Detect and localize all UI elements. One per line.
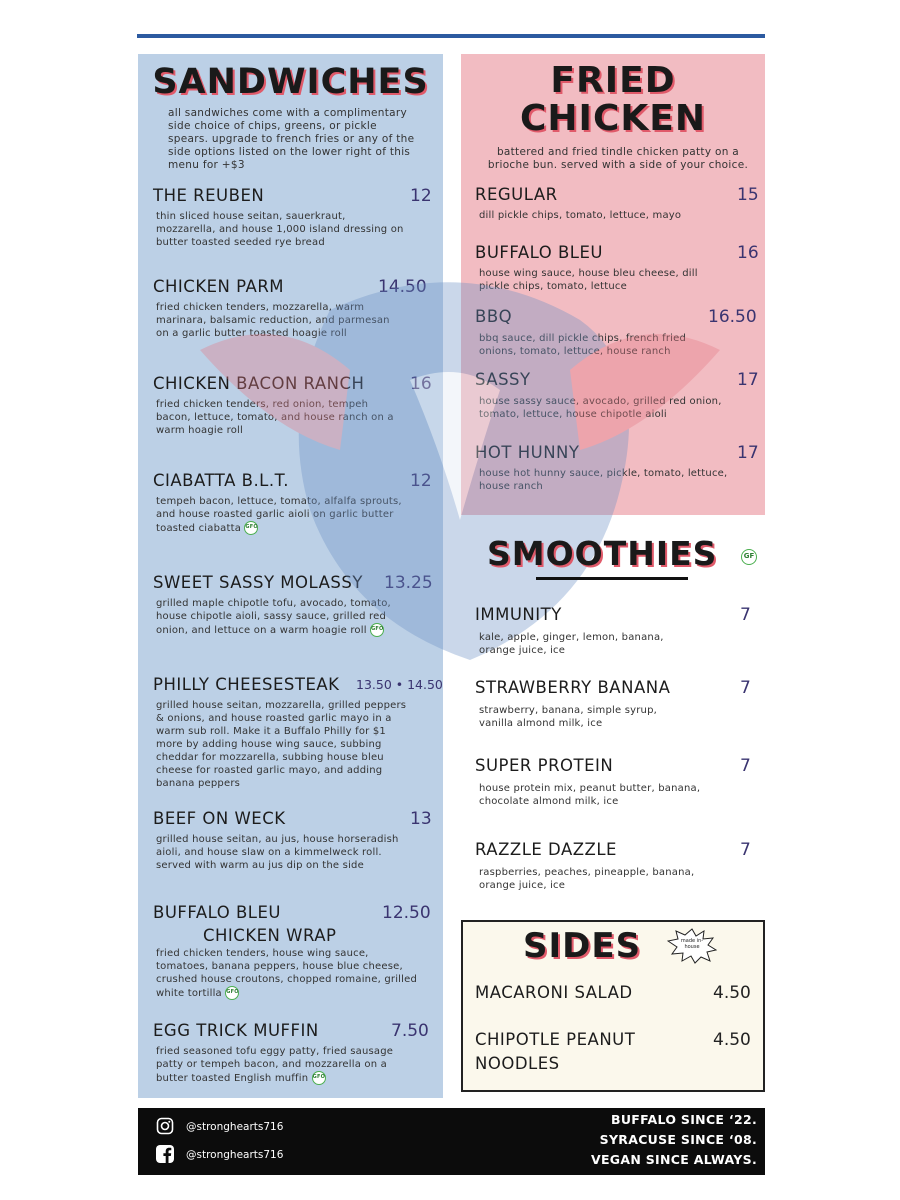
item-price: 13.25 [384, 573, 433, 593]
item-price: 17 [737, 443, 759, 463]
item-name: PHILLY CHEESESTEAK [153, 675, 340, 694]
item-desc: strawberry, banana, simple syrup, vanilla almond milk, ice [479, 705, 658, 729]
item-price: 7 [740, 605, 751, 625]
item-name: HOT HUNNY [475, 443, 580, 462]
item-price: 15 [737, 185, 759, 205]
item-desc-text: fried chicken tenders, house wing sauce, tomatoes, banana peppers, house blue cheese, crushed house croutons, chopped romaine, grilled white tortilla [156, 948, 418, 999]
gfo-badge-icon: GFO [244, 521, 258, 535]
item-price: 16 [410, 374, 432, 394]
item-desc-text: fried seasoned tofu eggy patty, fried sausage patty or tempeh bacon, and mozzarella on a butter toasted English muffin [156, 1046, 394, 1084]
item-name: BUFFALO BLEU [153, 903, 282, 922]
item-desc: fried chicken tenders, mozzarella, warm marinara, balsamic reduction, and parmesan on a garlic butter toasted hoagie roll [156, 302, 390, 339]
sides-panel [461, 920, 765, 1092]
item-name: RAZZLE DAZZLE [475, 840, 617, 859]
item-name: IMMUNITY [475, 605, 562, 624]
footer [138, 1108, 765, 1175]
item-desc-text: tempeh bacon, lettuce, tomato, alfalfa sprouts, and house roasted garlic aioli on garlic butter toasted ciabatta [156, 496, 402, 534]
item-desc [156, 1045, 396, 1085]
item-name: BUFFALO BLEU [475, 243, 604, 262]
item-name: SWEET SASSY MOLASSY [153, 573, 363, 592]
sandwiches-intro: all sandwiches come with a complimentary side choice of chips, greens, or pickle spears. upgrade to french fries or any of the side options listed on the lower right of this menu for +$3 [168, 107, 415, 171]
item-name: MACARONI SALAD [475, 983, 633, 1002]
item-price: 13.50 • 14.50 [356, 677, 443, 692]
facebook-handle: @stronghearts716 [186, 1149, 284, 1161]
tagline-buffalo: BUFFALO SINCE ‘22. [611, 1112, 757, 1127]
item-price: 7 [740, 840, 751, 860]
item-price: 12 [410, 186, 432, 206]
item-price: 16 [737, 243, 759, 263]
item-name: BEEF ON WECK [153, 809, 286, 828]
item-price: 12.50 [382, 903, 431, 923]
item-desc [156, 495, 406, 535]
sandwiches-title: SANDWICHES [152, 62, 429, 102]
title-line-1: FRIED [550, 60, 676, 101]
item-name: CIABATTA B.L.T. [153, 471, 289, 490]
top-rule [137, 34, 765, 38]
fried-chicken-intro: battered and fried tindle chicken patty on a brioche bun. served with a side of your choice. [487, 146, 749, 171]
gfo-badge-icon: GFO [225, 986, 239, 1000]
item-price: 12 [410, 471, 432, 491]
item-desc [156, 947, 421, 1000]
item-name: SASSY [475, 370, 531, 389]
item-name: CHICKEN BACON RANCH [153, 374, 365, 393]
tagline-vegan: VEGAN SINCE ALWAYS. [590, 1152, 757, 1167]
item-price: 7 [740, 756, 751, 776]
item-desc: raspberries, peaches, pineapple, banana, orange juice, ice [479, 867, 695, 891]
smoothies-underline [536, 577, 688, 580]
item-desc: thin sliced house seitan, sauerkraut, mozzarella, and house 1,000 island dressing on butter toasted seeded rye bread [156, 211, 404, 248]
item-desc: dill pickle chips, tomato, lettuce, mayo [479, 210, 682, 221]
facebook-icon [156, 1145, 174, 1163]
item-name: BBQ [475, 307, 513, 326]
item-price: 4.50 [713, 1030, 751, 1050]
item-desc [156, 597, 396, 637]
instagram-handle: @stronghearts716 [186, 1121, 284, 1133]
item-name: STRAWBERRY BANANA [475, 678, 671, 697]
item-desc: fried chicken tenders, red onion, tempeh bacon, lettuce, tomato, and house ranch on a warm hoagie roll [156, 399, 394, 436]
instagram-link[interactable] [156, 1117, 356, 1137]
item-desc: grilled house seitan, mozzarella, grilled peppers & onions, and house roasted garlic mayo in a warm sub roll. Make it a Buffalo Philly for $1 more by adding house wing sauce, subbing cheddar for mozzarella, subbing house bleu cheese for roasted garlic mayo, and adding banana peppers [156, 700, 407, 789]
title-line-2: CHICKEN [520, 98, 706, 139]
gfo-badge-icon: GFO [370, 623, 384, 637]
item-price: 7.50 [391, 1021, 429, 1041]
item-name: CHIPOTLE PEANUT [475, 1030, 636, 1049]
item-desc: grilled house seitan, au jus, house horseradish aioli, and house slaw on a kimmelweck roll. served with warm au jus dip on the side [156, 834, 399, 871]
item-price: 7 [740, 678, 751, 698]
item-name: CHICKEN PARM [153, 277, 285, 296]
item-name-line2: CHICKEN WRAP [203, 926, 337, 945]
item-desc: house hot hunny sauce, pickle, tomato, lettuce, house ranch [479, 468, 728, 492]
facebook-link[interactable] [156, 1145, 356, 1165]
tagline-syracuse: SYRACUSE SINCE ‘08. [599, 1132, 757, 1147]
item-price: 4.50 [713, 983, 751, 1003]
gf-badge-icon: GF [741, 549, 757, 565]
item-desc: house sassy sauce, avocado, grilled red onion, tomato, lettuce, house chipotle aioli [479, 396, 722, 420]
item-price: 14.50 [378, 277, 427, 297]
made-in-house-label: made in-house [680, 938, 704, 950]
fried-chicken-title [461, 62, 765, 138]
item-price: 17 [737, 370, 759, 390]
item-desc-text: grilled maple chipotle tofu, avocado, tomato, house chipotle aioli, sassy sauce, grilled red onion, and lettuce on a warm hoagie roll [156, 598, 391, 636]
instagram-icon [156, 1117, 174, 1135]
item-name: THE REUBEN [153, 186, 265, 205]
sandwiches-panel [138, 54, 443, 1098]
fried-chicken-panel [461, 54, 765, 515]
smoothies-title: SMOOTHIES [487, 534, 718, 573]
item-price: 16.50 [708, 307, 757, 327]
item-name: SUPER PROTEIN [475, 756, 614, 775]
item-desc: house protein mix, peanut butter, banana, chocolate almond milk, ice [479, 783, 701, 807]
gfo-badge-icon: GFO [312, 1071, 326, 1085]
item-name-line2: NOODLES [475, 1054, 560, 1073]
item-desc: kale, apple, ginger, lemon, banana, orange juice, ice [479, 632, 664, 656]
item-name: REGULAR [475, 185, 558, 204]
item-price: 13 [410, 809, 432, 829]
item-desc: house wing sauce, house bleu cheese, dill pickle chips, tomato, lettuce [479, 268, 698, 292]
sides-title: SIDES [523, 926, 642, 966]
item-desc: bbq sauce, dill pickle chips, french fried onions, tomato, lettuce, house ranch [479, 333, 687, 357]
item-name: EGG TRICK MUFFIN [153, 1021, 319, 1040]
